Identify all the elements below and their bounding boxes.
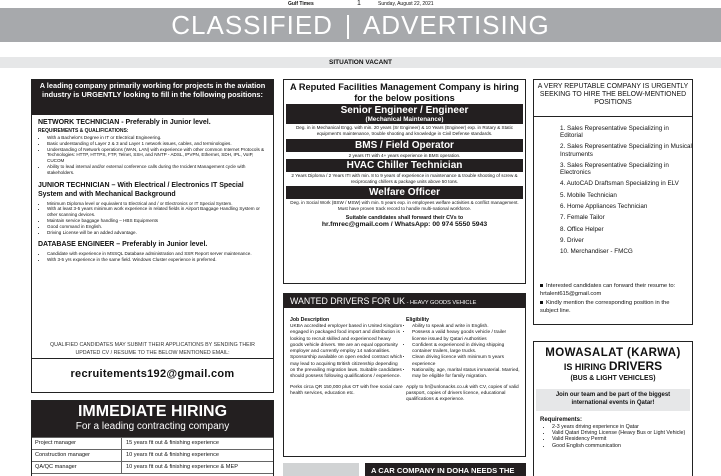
image-placeholder [283, 463, 359, 476]
facilities-apply-text: Suitable candidates shall forward their CVs to [345, 214, 464, 221]
reputable-apply-line2 [540, 300, 688, 315]
masthead-strip [0, 0, 721, 8]
senior-engineer-subtitle: (Mechanical Maintenance) [365, 116, 444, 123]
list-item: 8. Office Helper [560, 225, 604, 233]
reputable-apply-text1: Interested candidates can forward their resume to: hrtalent615@gmail.com [540, 283, 676, 297]
requirements-title: REQUIREMENTS & QUALIFICATIONS: [38, 128, 129, 134]
classified-banner [0, 8, 721, 42]
aviation-ad-header: A leading company primarily working for projects in the aviation industry is URGENTLY looking to fill in the following positions: [32, 80, 273, 115]
list-item: • With at least 3-5 years minimum work experience in related fields in Airport Baggage Handling System or other scanning devices. [47, 206, 267, 218]
welfare-officer-text: Deg. in Social Work (BSW / MSW) with min. 5 years exp. in employees welfare activities & conflict management. Must have proven track record to handle multi-national workforce. [290, 199, 519, 211]
job-description-title: Job Description [290, 317, 330, 323]
table-row [32, 450, 273, 462]
senior-engineer-title: Senior Engineer / Engineer [340, 105, 469, 116]
hvac-technician-title: HVAC Chiller Technician [286, 159, 523, 172]
banner-right: ADVERTISING [362, 10, 550, 40]
list-item: • Valid Residency Permit [552, 436, 686, 442]
immediate-hiring-header [32, 401, 273, 437]
uk-drivers-title-suffix: - HEAVY GOODS VEHICLE [405, 300, 477, 306]
reputable-company-header [534, 80, 692, 108]
section-bar: SITUATION VACANT [0, 57, 721, 68]
list-item: • Valid Qatari Driving License (Heavy Bus or Light Vehicle) [552, 430, 686, 436]
reputable-apply-text2: Kindly mention the corresponding position in the subject line. [540, 300, 670, 314]
list-item: • Clean driving licence with minimum 5 years experience [412, 355, 521, 368]
list-item: 1. Sales Representative Specializing in Editorial [560, 124, 669, 139]
database-engineer-list [38, 251, 267, 263]
table-cell-role: QA/QC manager [32, 462, 122, 473]
table-cell-detail: 10 years fit out & finishing experience [126, 452, 219, 458]
list-item: 9. Driver [560, 236, 584, 244]
position-list [534, 117, 692, 256]
list-item: 2. Sales Representative Specializing in Musical Instruments [560, 143, 692, 158]
list-item: • Confident & experienced in driving shipping container trailers, large trucks. [412, 343, 521, 356]
senior-engineer-banner [286, 104, 523, 124]
list-item: 4. AutoCAD Draftsman Specializing in ELV [560, 180, 679, 188]
list-item: • Possess a valid heavy goods vehicle / trailer license issued by Qatari Authorities [412, 330, 521, 343]
bullet-icon [540, 284, 543, 287]
list-item: • Maintain service baggage handling – HBS Equipments [47, 218, 267, 224]
uk-drivers-apply: Apply to hr@unlonacks.co.uk with CV, copies of valid passport, copies of drivers licence, educational qualifications & experience. [406, 384, 519, 403]
car-company-ad-title: A CAR COMPANY IN DOHA NEEDS THE [365, 463, 526, 476]
welfare-officer-title: Welfare Officer [286, 186, 523, 199]
mowasalat-is-hiring: IS HIRING [563, 362, 607, 372]
page-number: 1 [357, 0, 361, 7]
table-cell-role: Construction manager [32, 450, 122, 461]
list-item: • Understanding of Network operations (WAN, LAN) with experience with other common Internet Protocols & Technologies: HTTP, HTTPS, FTP, Telnet, SSH, and NNTP - ADSL, IPVPN, Ethernet, SDH, IPL, VoIP, CUCOM [47, 147, 267, 164]
list-item: 7. Female Tailor [560, 214, 605, 222]
aviation-ad [31, 79, 274, 393]
list-item: • Candidate with experience in MSSQL Database administration and SSR Report server maintenance. [47, 251, 267, 257]
reputable-apply-line1 [540, 283, 688, 298]
list-item: • Driving License will be an added advantage. [47, 230, 267, 236]
facilities-ad-header: A Reputed Facilities Management Company is hiring for the below positions [290, 82, 519, 103]
hvac-technician-text: 2 Years Diploma / 2 Years ITI with min. 8 to 9 years of experience in maintenance & trouble shooting of screw & reciprocating chillers & package units above 50 tons. [291, 173, 518, 185]
list-item: • Basic understanding of Layer 2 & 3 and Layer 1 network issues, cables, and terminologies. [47, 141, 267, 147]
bullet-icon [540, 301, 543, 304]
list-item: • Ability to speak and write in English. [412, 324, 521, 330]
banner-left: CLASSIFIED [171, 10, 333, 40]
mowasalat-requirements-list [540, 424, 686, 450]
facilities-contact: hr.fmrec@gmail.com / WhatsApp: 00 974 5550 5943 [321, 220, 488, 228]
junior-technician-list [38, 201, 267, 236]
paper-name: Gulf Times [288, 1, 314, 7]
pay-text: Perks circa QR 150,000 plus OT with free social care health services, education etc. [290, 384, 403, 396]
senior-engineer-text: Deg. in in Mechanical Engg. with min. 20 years (Sr Engineer) & 10 Years (Engineer) exp. in Rotary & Static equipment's maintenance, trouble shooting and knowledge in Civil Defense standards. [295, 125, 514, 136]
mowasalat-join: Join our team and be part of the biggest international events in Qatar! [536, 389, 690, 411]
list-item: • With 3-5 yrs experience in the same field. Windows Cluster experience is preferred. [47, 257, 267, 263]
mowasalat-header [534, 347, 692, 383]
list-item: • With a Bachelor's Degree in IT or Electrical Engineering. [47, 135, 267, 141]
immediate-hiring-ad [31, 400, 274, 476]
list-item: • Good English communication [552, 443, 686, 449]
list-item: 10. Merchandiser - FMCG [560, 248, 633, 256]
table-row [32, 462, 273, 474]
list-item: 3. Sales Representative Specializing in Electronics [560, 161, 669, 177]
reputable-company-header-text: A VERY REPUTABLE COMPANY IS URGENTLY SEEKING TO HIRE THE BELOW-MENTIONED POSITIONS [537, 83, 689, 107]
bms-operator-text: 2 years ITI with 4+ years experience in BMS operation. [348, 152, 461, 158]
database-engineer-title: DATABASE ENGINEER – Preferably in Junior level. [38, 241, 208, 249]
uk-drivers-title: WANTED DRIVERS FOR UK [290, 296, 406, 306]
issue-date: Sunday, August 22, 2021 [378, 1, 434, 7]
network-technician-list [38, 135, 267, 176]
table-cell-detail: 15 years fit out & finishing experience [126, 440, 219, 446]
bms-operator-title: BMS / Field Operator [286, 139, 523, 152]
reputable-company-ad [533, 79, 693, 325]
banner-divider [347, 15, 349, 39]
uk-drivers-header [284, 294, 525, 308]
table-cell-role: Project manager [32, 438, 122, 449]
list-item: 6. Home Appliances Technician [560, 202, 648, 210]
table-cell-detail: 10 years fit out & finishing experience & MEP [126, 464, 238, 470]
list-item: • Good command in English. [47, 224, 267, 230]
aviation-apply-text: QUALIFIED CANDIDATES MAY SUBMIT THEIR APPLICATIONS BY SENDING THEIR UPDATED CV / RESUME TO THE BELOW MENTIONED EMAIL: [50, 342, 255, 356]
immediate-hiring-subtitle: For a leading contracting company [75, 421, 230, 432]
mowasalat-ad [533, 341, 693, 476]
eligibility-title: Eligibility [406, 317, 430, 323]
table-row [32, 437, 273, 450]
list-item: • Ability to lead internal and/or external conference calls during the Incident Management cycle with stakeholders. [47, 164, 267, 176]
network-technician-title: NETWORK TECHNICIAN - Preferably in Junior level. [38, 119, 211, 126]
uk-drivers-ad [283, 293, 526, 457]
facilities-ad [283, 79, 526, 284]
aviation-email: recruitements192@gmail.com [70, 368, 235, 380]
list-item: • Nationality, age, marital status immaterial. Married, may be eligible for family migration. [412, 368, 521, 381]
junior-technician-title: JUNIOR TECHNICIAN – With Electrical / Electronics IT Special System and with Mechanical Background [38, 181, 244, 198]
immediate-hiring-title: IMMEDIATE HIRING [77, 403, 228, 420]
eligibility-list [406, 324, 521, 381]
mowasalat-vehicles: (BUS & LIGHT VEHICLES) [570, 375, 656, 382]
mowasalat-requirements-title: Requirements: [540, 416, 583, 423]
reputable-apply [540, 283, 688, 315]
list-item: • Minimum Diploma level or equivalent to Electrical and / or Electronics or IT Special System. [47, 201, 267, 207]
list-item: • 2-3 years driving experience in Qatar [552, 424, 686, 430]
mowasalat-subtitle [534, 360, 692, 374]
mowasalat-drivers: DRIVERS [608, 359, 663, 373]
list-item: 5. Mobile Technician [560, 191, 617, 199]
job-description-text: UKBA accredited employer based in United Kingdom engaged in packaged food import and distribution is looking to recruit skilled and experienced heavy goods vehicle drivers. We are an equal opportunity employer and currently employ 14 nationalities. Sponsorship available on open ended contract which may lead to acquiring British citizenship depending on the prevailing migration laws. Suitable candidates should possess following qualifications / experience. [290, 324, 403, 380]
mowasalat-title: MOWASALAT (KARWA) [545, 347, 681, 359]
